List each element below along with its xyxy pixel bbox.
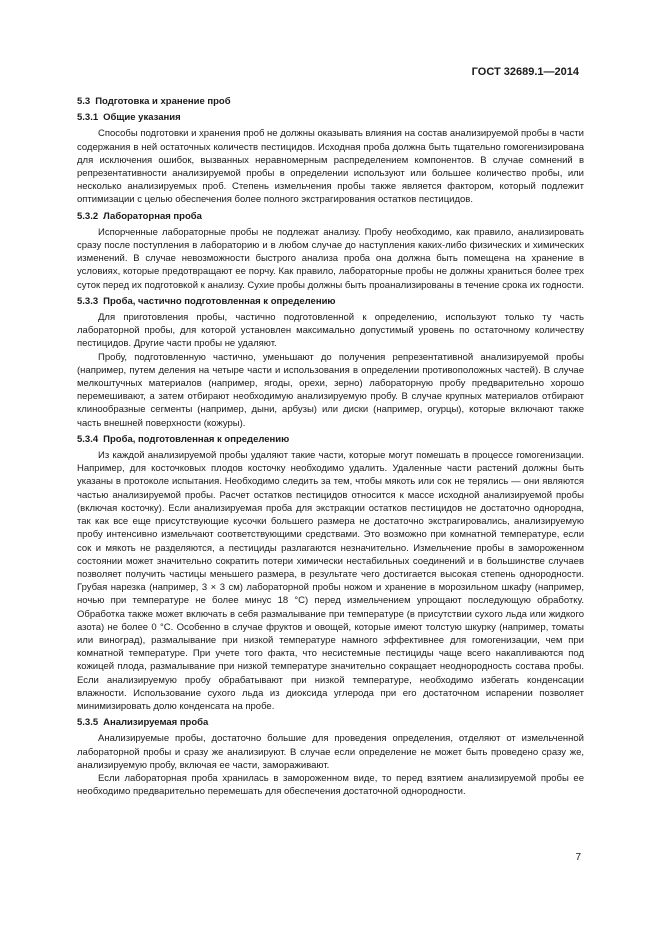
section-number: 5.3	[77, 96, 91, 107]
section-heading-5-3	[77, 95, 584, 108]
section-title: Подготовка и хранение проб	[95, 96, 231, 107]
paragraph: Испорченные лабораторные пробы не подлежат анализу. Пробу необходимо, как правило, анализировать сразу после поступления в лабораторию и в любом случае до наступления каких-либо физических и химических изменений. В случае невозможности быстрого анализа проба она должна быть помещена на хранение в условиях, которые предотвращают ее порчу. Как правило, лабораторные пробы не должны храниться более трех суток перед их подготовкой к анализу. Сухие пробы должны быть проанализированы в течение срока их годности.	[77, 226, 584, 291]
section-heading-5-3-4	[77, 433, 584, 446]
paragraph: Анализируемые пробы, достаточно большие для проведения определения, отделяют от измельченной лабораторной пробы и сразу же анализируют. В случае если определение не может быть проведено сразу же, анализируемую пробу, включая ее части, замораживают.	[77, 733, 584, 771]
section-title: Общие указания	[103, 112, 181, 124]
paragraph: Для приготовления пробы, частично подготовленной к определению, используют только ту часть лабораторной пробы, для которой установлен максимально допустимый уровень по остаточному количеству пестицидов. Другие части пробы не удаляют.	[77, 312, 584, 350]
section-heading-5-3-2	[77, 210, 584, 223]
section-number: 5.3.3	[77, 295, 99, 307]
paragraph: Из каждой анализируемой пробы удаляют такие части, которые могут помешать в процессе гомогенизации. Например, для косточковых плодов косточку необходимо удалить. Удаленные части растений должны быть указаны в протоколе испытания. Необходимо следить за тем, чтобы мякоть или сок не терялись — они являются частью анализируемой пробы. Расчет остатков пестицидов относится к массе исходной анализируемой пробы (включая косточку). Если анализируемая проба для экстракции остатков пестицидов не достаточно однородна, так как все еще присутствующие кусочки большего размера не достаточно экстрагировались, анализируемую пробу интенсивно измельчают соответствующими средствами. Это возможно при комнатной температуре, если сок и мякоть не разделяются, а пестициды разлагаются незначительно. Измельчение пробы в замороженном состоянии может значительно сократить потери химически нестабильных соединений и в большинстве случаев позволяет получить частицы меньшего размера, в результате чего достигается высокая степень однородности. Грубая нарезка (например, 3 × 3 см) лабораторной пробы ножом и хранение в морозильном шкафу (например, ночью при температуре не более минус 18 °С) перед измельчением упрощают последующую обработку. Обработка также может включать в себя размалывание при температуре (в присутствии сухого льда или жидкого азота) не более 0 °С. Особенно в случае фруктов и овощей, которые имеют толстую шкурку (например, томаты или виноград), размалывание при низкой температуре намного эффективнее для гомогенизации, чем при комнатной температуре. При учете того факта, что несистемные пестициды чаще всего накапливаются под кожицей плода, размалывание при низкой температуре значительно сокращает неоднородность состава пробы. Если анализируемую пробу обрабатывают при низкой температуре, необходимо избегать конденсации влажности. Использование сухого льда из диоксида углерода при его достаточном испарении позволяет минимизировать долю конденсата на пробе.	[77, 450, 584, 712]
section-title: Анализируемая проба	[103, 717, 209, 729]
section-title: Лабораторная проба	[103, 210, 202, 222]
section-heading-5-3-3	[77, 295, 584, 308]
section-number: 5.3.1	[77, 112, 99, 124]
document-standard-header: ГОСТ 32689.1—2014	[471, 66, 579, 78]
section-number: 5.3.2	[77, 210, 99, 222]
section-title: Проба, частично подготовленная к определению	[103, 295, 336, 307]
section-heading-5-3-5	[77, 716, 584, 729]
paragraph: Если лабораторная проба хранилась в замороженном виде, то перед взятием анализируемой пробы ее необходимо предварительно перемешать для обеспечения достаточной однородности.	[77, 772, 584, 798]
paragraph: Пробу, подготовленную частично, уменьшают до получения репрезентативной анализируемой пробы (например, путем деления на четыре части и использования в определении противоположных частей). В случае мелкоштучных материалов (например, ягоды, орехи, зерно) лабораторную пробу предварительно хорошо перемешивают, а затем отбирают необходимую анализируемую пробу. В случае крупных материалов отбирают клинообразные сегменты (например, дыни, арбузы) или диски (например, огурцы), которые включают также часть внешней поверхности (кожуры).	[77, 351, 584, 429]
section-heading-5-3-1	[77, 111, 584, 124]
section-title: Проба, подготовленная к определению	[103, 433, 290, 445]
paragraph: Способы подготовки и хранения проб не должны оказывать влияния на состав анализируемой пробы в части содержания в ней остаточных количеств пестицидов. Исходная проба должна быть тщательно гомогенизирована для исключения ошибок, вызванных неравномерным распределением компонентов. В случае сомнений в репрезентативности анализируемой пробы в определении используют или большее количество пробы, или несколько анализируемых проб. Степень измельчения пробы также является фактором, который подлежит оптимизации с целью обеспечения более полного экстрагирования остатков пестицидов.	[77, 128, 584, 206]
section-number: 5.3.5	[77, 717, 99, 729]
document-body	[77, 92, 584, 798]
section-number: 5.3.4	[77, 433, 99, 445]
page-number: 7	[575, 852, 581, 863]
